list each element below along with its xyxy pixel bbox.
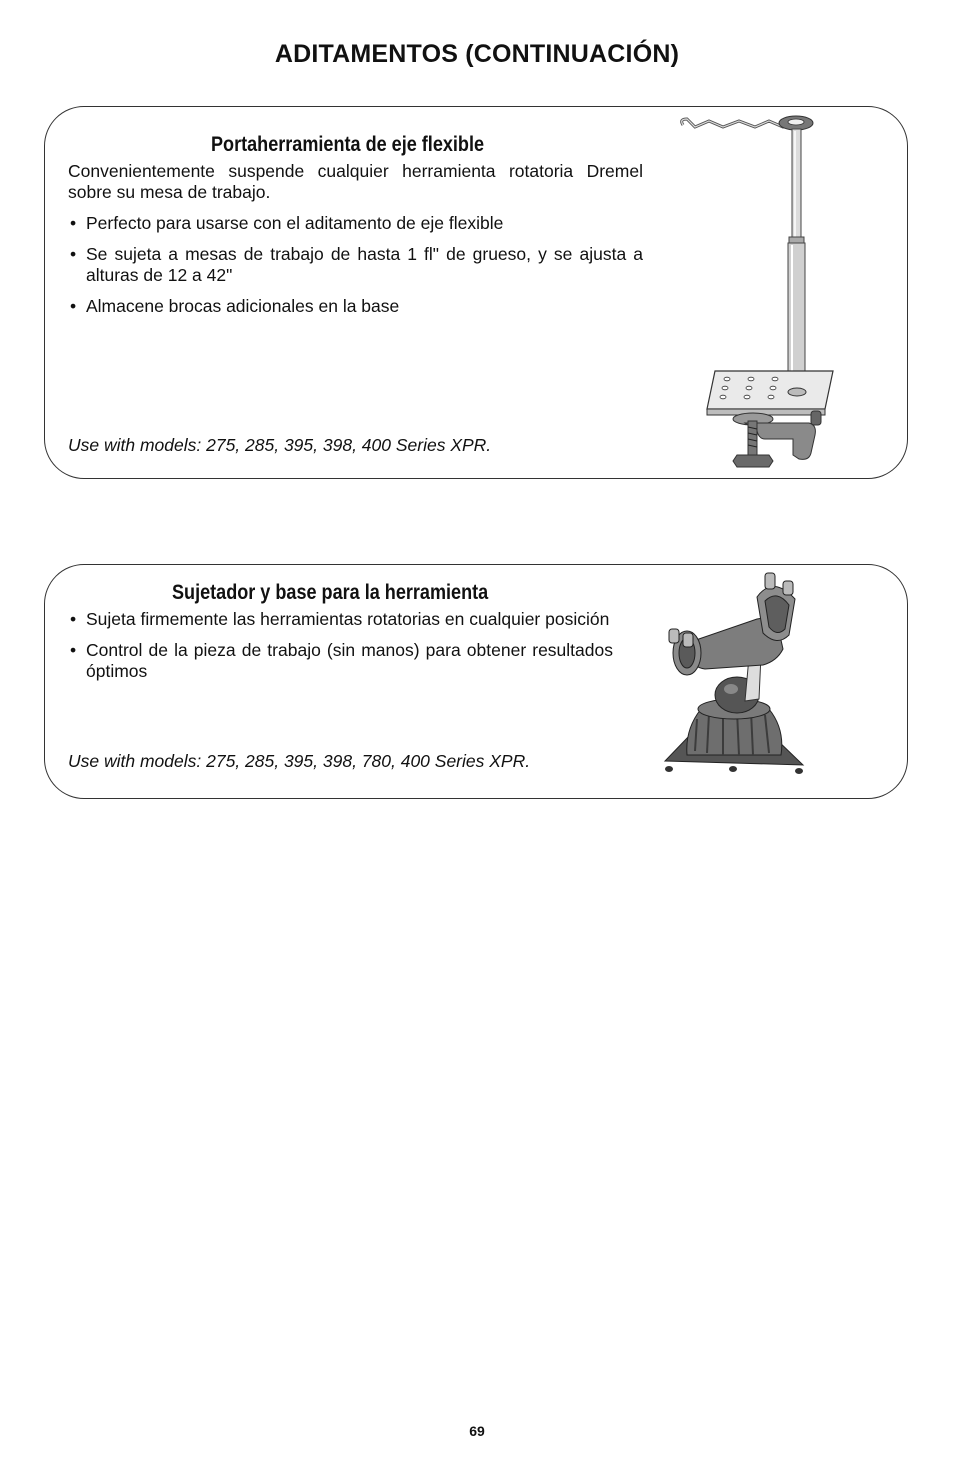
list-item: • Se sujeta a mesas de trabajo de hasta 1 fl" de grueso, y se ajusta a alturas de 12 a 42" — [68, 244, 643, 286]
card-title: Portaherramienta de eje flexible — [211, 133, 485, 156]
card-intro: Convenientemente suspende cualquier herramienta rotatoria Dremel sobre su mesa de trabajo. — [68, 161, 643, 202]
feature-list — [68, 213, 643, 327]
list-item: • Control de la pieza de trabajo (sin manos) para obtener resultados óptimos — [68, 640, 613, 682]
list-item: • Sujeta firmemente las herramientas rotatorias en cualquier posición — [68, 609, 613, 630]
compatible-models: Use with models: 275, 285, 395, 398, 400 Series XPR. — [68, 435, 492, 455]
accessory-card-tool-holder-base — [44, 564, 908, 799]
compatible-models: Use with models: 275, 285, 395, 398, 780, 400 Series XPR. — [68, 751, 531, 771]
feature-list — [68, 609, 613, 692]
list-item: • Almacene brocas adicionales en la base — [68, 296, 643, 317]
tool-holder-base-illustration — [645, 569, 815, 779]
page-title: ADITAMENTOS (CONTINUACIÓN) — [274, 40, 680, 68]
page-number: 69 — [469, 1423, 485, 1439]
flex-shaft-holder-illustration — [665, 109, 845, 469]
card-title: Sujetador y base para la herramienta — [172, 581, 489, 604]
accessory-card-flex-shaft-holder — [44, 106, 908, 479]
list-item: • Perfecto para usarse con el aditamento de eje flexible — [68, 213, 643, 234]
